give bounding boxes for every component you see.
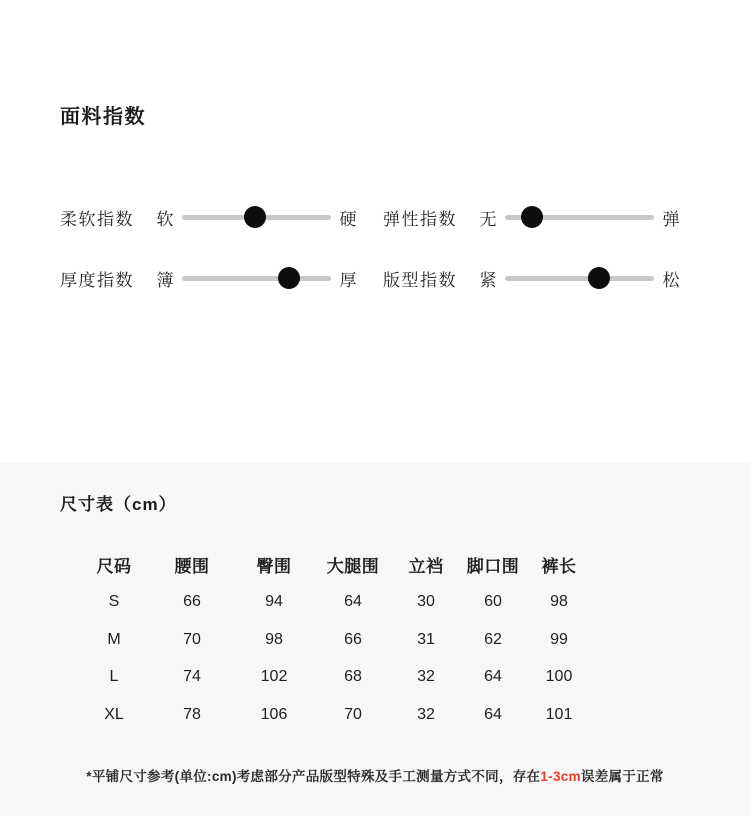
table-cell: 64 bbox=[484, 668, 502, 686]
table-cell: 66 bbox=[344, 630, 362, 648]
size-table-row-m bbox=[78, 621, 592, 659]
slider-thickness-max-label: 厚 bbox=[339, 270, 357, 290]
size-section bbox=[0, 462, 750, 816]
size-table-header-row bbox=[78, 546, 592, 584]
slider-fit-label: 版型指数 bbox=[383, 270, 457, 290]
disclaimer-text: *平铺尺寸参考(单位:cm)考虑部分产品版型特殊及手工测量方式不同，存在 bbox=[86, 769, 541, 784]
table-cell: 94 bbox=[265, 593, 283, 611]
slider-fit-max-label: 松 bbox=[662, 270, 680, 290]
slider-fit-knob bbox=[588, 267, 610, 289]
fabric-index-title: 面料指数 bbox=[60, 106, 146, 128]
slider-elasticity-max-label: 弹 bbox=[662, 209, 680, 229]
slider-fit bbox=[383, 263, 681, 293]
slider-elasticity-knob bbox=[521, 206, 543, 228]
table-cell: 70 bbox=[183, 630, 201, 648]
measurement-disclaimer bbox=[0, 765, 750, 785]
table-cell: 74 bbox=[183, 668, 201, 686]
table-cell: L bbox=[109, 668, 119, 686]
table-cell: 32 bbox=[417, 668, 435, 686]
table-cell: M bbox=[107, 630, 121, 648]
slider-thickness-knob bbox=[278, 267, 300, 289]
slider-softness-label: 柔软指数 bbox=[60, 209, 134, 229]
slider-elasticity-min-label: 无 bbox=[479, 209, 497, 229]
slider-thickness bbox=[60, 263, 358, 293]
table-cell: XL bbox=[104, 705, 124, 723]
slider-thickness-track bbox=[182, 276, 331, 281]
disclaimer-tolerance-highlight: 1-3cm bbox=[540, 769, 581, 784]
table-cell: 31 bbox=[417, 630, 435, 648]
table-cell: 98 bbox=[265, 630, 283, 648]
slider-softness-track bbox=[182, 215, 331, 220]
table-cell: 99 bbox=[550, 630, 568, 648]
table-cell: 66 bbox=[183, 593, 201, 611]
slider-fit-track bbox=[505, 276, 654, 281]
disclaimer-text-end: 误差属于正常 bbox=[580, 769, 664, 784]
table-cell: 64 bbox=[344, 593, 362, 611]
table-cell: 101 bbox=[545, 705, 573, 723]
header-thigh: 大腿围 bbox=[326, 557, 380, 577]
slider-elasticity-label: 弹性指数 bbox=[383, 209, 457, 229]
header-size: 尺码 bbox=[96, 557, 132, 577]
slider-fit-min-label: 紧 bbox=[479, 270, 497, 290]
size-table-row-xl bbox=[78, 696, 592, 734]
header-pant-length: 裤长 bbox=[541, 557, 577, 577]
slider-softness-max-label: 硬 bbox=[339, 209, 357, 229]
table-cell: 62 bbox=[484, 630, 502, 648]
slider-thickness-label: 厚度指数 bbox=[60, 270, 134, 290]
size-table-row-l bbox=[78, 659, 592, 697]
slider-softness bbox=[60, 202, 358, 232]
table-cell: 98 bbox=[550, 593, 568, 611]
table-cell: 78 bbox=[183, 705, 201, 723]
table-cell: 68 bbox=[344, 668, 362, 686]
table-cell: 106 bbox=[260, 705, 288, 723]
header-rise: 立裆 bbox=[408, 557, 444, 577]
size-table bbox=[78, 546, 592, 734]
size-table-row-s bbox=[78, 584, 592, 622]
header-hip: 臀围 bbox=[256, 557, 292, 577]
slider-softness-min-label: 软 bbox=[156, 209, 174, 229]
table-cell: 32 bbox=[417, 705, 435, 723]
table-cell: 30 bbox=[417, 593, 435, 611]
slider-softness-knob bbox=[244, 206, 266, 228]
slider-elasticity-track bbox=[505, 215, 654, 220]
table-cell: 70 bbox=[344, 705, 362, 723]
table-cell: 60 bbox=[484, 593, 502, 611]
header-waist: 腰围 bbox=[174, 557, 210, 577]
slider-elasticity bbox=[383, 202, 681, 232]
table-cell: 102 bbox=[260, 668, 288, 686]
table-cell: 64 bbox=[484, 705, 502, 723]
table-cell: S bbox=[108, 593, 120, 611]
table-cell: 100 bbox=[545, 668, 573, 686]
slider-thickness-min-label: 簿 bbox=[156, 270, 174, 290]
header-leg-opening: 脚口围 bbox=[466, 557, 520, 577]
size-table-title: 尺寸表（cm） bbox=[60, 495, 177, 514]
